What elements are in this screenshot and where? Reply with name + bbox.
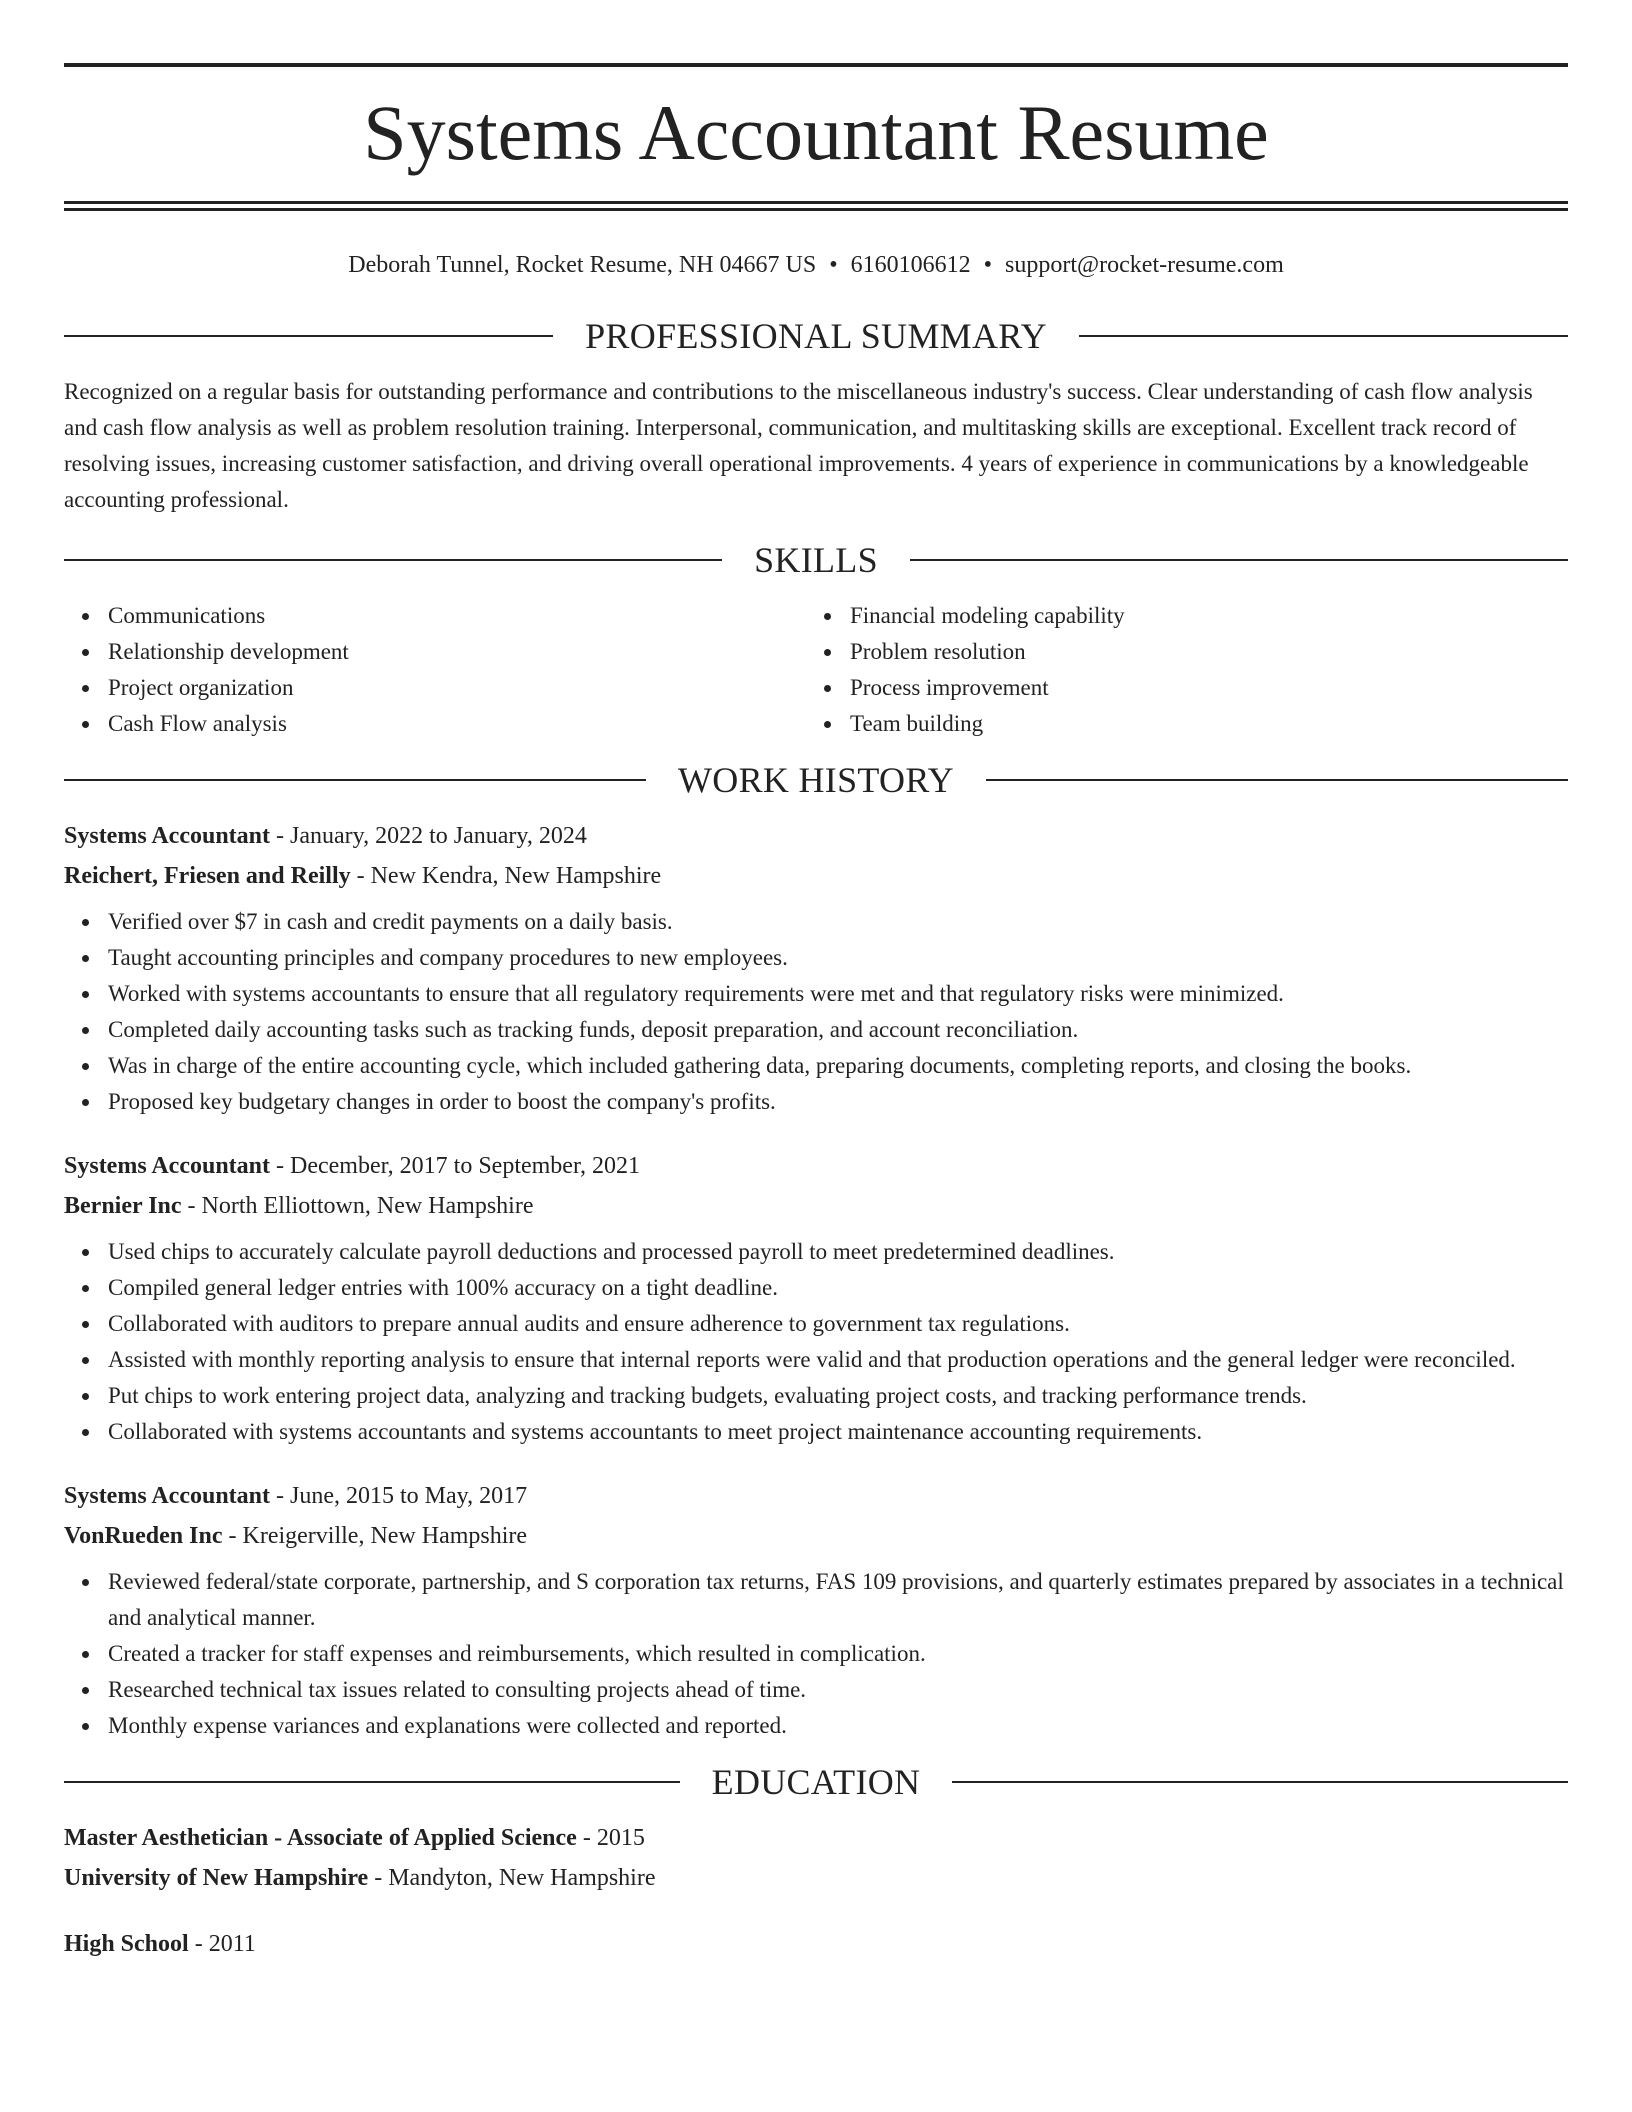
- education-school: University of New Hampshire: [64, 1865, 369, 1891]
- section-divider: [64, 559, 722, 561]
- contact-separator: •: [983, 252, 993, 278]
- job-title-line: [64, 1146, 1568, 1186]
- job-company-line: [64, 856, 1568, 896]
- section-divider: [64, 1781, 680, 1783]
- job-bullet: Compiled general ledger entries with 100% accuracy on a tight deadline.: [64, 1270, 1568, 1306]
- job-bullet: Created a tracker for staff expenses and reimbursements, which resulted in complication.: [64, 1636, 1568, 1672]
- skill-item: Process improvement: [806, 670, 1548, 706]
- job-company-line: [64, 1516, 1568, 1556]
- skills-column-left: [64, 598, 806, 742]
- job-bullet: Assisted with monthly reporting analysis to ensure that internal reports were valid and that production operations and the general ledger were reconciled.: [64, 1342, 1568, 1378]
- job-location: - Kreigerville, New Hampshire: [222, 1523, 528, 1549]
- section-header-work: [64, 758, 1568, 802]
- title-double-rule: [64, 201, 1568, 211]
- contact-line: [64, 249, 1568, 281]
- contact-email: support@rocket-resume.com: [1005, 252, 1284, 278]
- job-bullet: Taught accounting principles and company procedures to new employees.: [64, 940, 1568, 976]
- job-title: Systems Accountant: [64, 1483, 271, 1509]
- job-bullet: Used chips to accurately calculate payroll deductions and processed payroll to meet predetermined deadlines.: [64, 1234, 1568, 1270]
- contact-address: Deborah Tunnel, Rocket Resume, NH 04667 US: [348, 252, 817, 278]
- job-bullet: Researched technical tax issues related to consulting projects ahead of time.: [64, 1672, 1568, 1708]
- education-entry: [64, 1818, 1568, 1898]
- education-degree: Master Aesthetician - Associate of Applied Science: [64, 1825, 577, 1851]
- section-header-summary: [64, 314, 1568, 358]
- skill-item: Problem resolution: [806, 634, 1548, 670]
- contact-separator: •: [829, 252, 838, 278]
- job-bullet: Worked with systems accountants to ensure that all regulatory requirements were met and that regulatory risks were minimized.: [64, 976, 1568, 1012]
- education-location: - Mandyton, New Hampshire: [368, 1865, 656, 1891]
- job-company-line: [64, 1186, 1568, 1226]
- job-bullet: Completed daily accounting tasks such as tracking funds, deposit preparation, and account reconciliation.: [64, 1012, 1568, 1048]
- job-title-line: [64, 1476, 1568, 1516]
- job-entry: [64, 1476, 1568, 1744]
- section-divider: [952, 1781, 1568, 1783]
- skill-item: Financial modeling capability: [806, 598, 1548, 634]
- job-bullet: Monthly expense variances and explanations were collected and reported.: [64, 1708, 1568, 1744]
- job-dates: - January, 2022 to January, 2024: [270, 823, 587, 849]
- resume-page: [64, 0, 1568, 1964]
- education-year: - 2015: [576, 1825, 645, 1851]
- skill-item: Team building: [806, 706, 1548, 742]
- job-bullet: Put chips to work entering project data, analyzing and tracking budgets, evaluating project costs, and tracking performance trends.: [64, 1378, 1568, 1414]
- skill-item: Cash Flow analysis: [64, 706, 806, 742]
- job-company: VonRueden Inc: [64, 1523, 223, 1549]
- contact-phone: 6160106612: [850, 252, 971, 278]
- education-degree-line: [64, 1924, 1568, 1964]
- job-company: Bernier Inc: [64, 1193, 182, 1219]
- job-company: Reichert, Friesen and Reilly: [64, 863, 351, 889]
- job-title: Systems Accountant: [64, 823, 271, 849]
- section-divider: [64, 779, 646, 781]
- education-degree-line: [64, 1818, 1568, 1858]
- job-bullets: [64, 1234, 1568, 1450]
- job-entry: [64, 816, 1568, 1120]
- job-bullet: Collaborated with systems accountants and systems accountants to meet project maintenance accounting requirements.: [64, 1414, 1568, 1450]
- section-header-skills: [64, 538, 1568, 582]
- skill-item: Relationship development: [64, 634, 806, 670]
- section-title-education: EDUCATION: [711, 1762, 921, 1802]
- skill-item: Project organization: [64, 670, 806, 706]
- skill-item: Communications: [64, 598, 806, 634]
- education-degree: High School: [64, 1931, 189, 1957]
- section-divider: [1079, 335, 1568, 337]
- section-header-education: [64, 1760, 1568, 1804]
- job-location: - New Kendra, New Hampshire: [350, 863, 662, 889]
- section-title-skills: SKILLS: [754, 540, 878, 580]
- section-divider: [986, 779, 1568, 781]
- job-title-line: [64, 816, 1568, 856]
- education-school-line: [64, 1858, 1568, 1898]
- education-year: - 2011: [188, 1931, 256, 1957]
- job-bullets: [64, 1564, 1568, 1744]
- job-dates: - June, 2015 to May, 2017: [270, 1483, 528, 1509]
- job-bullet: Was in charge of the entire accounting cycle, which included gathering data, preparing documents, completing reports, and closing the books.: [64, 1048, 1568, 1084]
- job-bullet: Reviewed federal/state corporate, partnership, and S corporation tax returns, FAS 109 provisions, and quarterly estimates prepared by associates in a technical and analytical manner.: [64, 1564, 1568, 1636]
- resume-title: Systems Accountant Resume: [363, 89, 1269, 176]
- job-dates: - December, 2017 to September, 2021: [270, 1153, 640, 1179]
- job-entry: [64, 1146, 1568, 1450]
- job-bullet: Collaborated with auditors to prepare annual audits and ensure adherence to government tax regulations.: [64, 1306, 1568, 1342]
- job-location: - North Elliottown, New Hampshire: [181, 1193, 534, 1219]
- section-title-summary: PROFESSIONAL SUMMARY: [585, 316, 1047, 356]
- skills-column-right: [806, 598, 1548, 742]
- job-title: Systems Accountant: [64, 1153, 271, 1179]
- skills-list: [64, 598, 1568, 742]
- section-title-work: WORK HISTORY: [678, 760, 954, 800]
- summary-paragraph: Recognized on a regular basis for outstanding performance and contributions to the miscellaneous industry's success. Clear understanding of cash flow analysis and cash flow analysis as well as problem resolution training. Interpersonal, communication, and multitasking skills are exceptional. Excellent track record of resolving issues, increasing customer satisfaction, and driving overall operational improvements. 4 years of experience in communications by a knowledgeable accounting professional.: [64, 379, 1533, 512]
- job-bullet: Proposed key budgetary changes in order to boost the company's profits.: [64, 1084, 1568, 1120]
- education-entry: [64, 1924, 1568, 1964]
- job-bullets: [64, 904, 1568, 1120]
- section-divider: [64, 335, 553, 337]
- section-divider: [910, 559, 1568, 561]
- job-bullet: Verified over $7 in cash and credit payments on a daily basis.: [64, 904, 1568, 940]
